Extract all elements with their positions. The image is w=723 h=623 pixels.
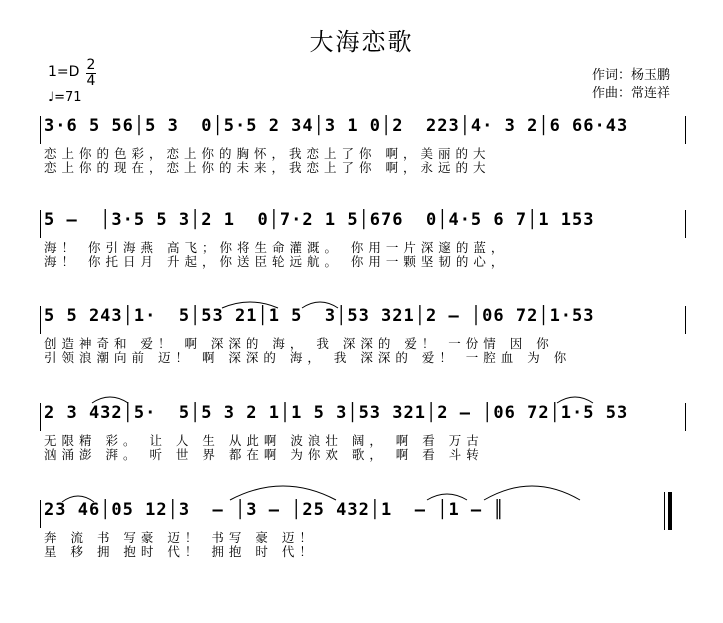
- lyrics-verse-1: 海！ 你引海燕 高飞；你将生命灌溉。 你用一片深邃的蓝，: [44, 240, 509, 255]
- notes-line: 5 — │3·5 5 3│2 1 0│7·2 1 5│676 0│4·5 6 7│1 153: [44, 210, 595, 230]
- final-barline-thin: [664, 492, 665, 530]
- notes-line: 2 3 432│5· 5│5 3 2 1│1 5 3│53 321│2 — │06 72│1·5 53: [44, 403, 629, 423]
- lyrics-verse-1: 恋上你的色彩，恋上你的胸怀，我恋上了你 啊，美丽的大: [44, 146, 491, 161]
- lyrics-verse-2: 引领浪潮向前 迈！ 啊 深深的 海， 我 深深的 爱！ 一腔血 为 你: [44, 350, 572, 365]
- lyrics-verse-1: 创造神奇和 爱！ 啊 深深的 海， 我 深深的 爱！ 一份情 因 你: [44, 336, 554, 351]
- notes-line: 5 5 243│1· 5│53 21│1 5 3│53 321│2 — │06 72│1·53: [44, 306, 595, 326]
- lyricist-credit: 作词：杨玉鹏: [592, 68, 671, 83]
- score-system-1: [0, 116, 723, 176]
- song-title: 大海恋歌: [309, 28, 414, 56]
- lyrics-verse-1: 无限精 彩。 让 人 生 从此啊 波浪壮 阔， 啊 看 万古: [44, 433, 484, 448]
- score-system-2: [0, 210, 723, 270]
- notes-line: 23 46│05 12│3 — │3 — │25 432│1 — │1 — ║: [44, 500, 505, 520]
- score-system-5: [0, 500, 723, 560]
- final-barline-thick: [668, 492, 672, 530]
- time-sig-top: 2: [86, 57, 96, 73]
- lyrics-verse-2: 星 移 拥 抱时 代！ 拥抱 时 代！: [44, 544, 317, 559]
- score-system-3: [0, 306, 723, 366]
- tie-mark: [482, 478, 582, 502]
- composer-credit: 作曲：常连祥: [592, 86, 671, 101]
- tempo-marking: ♩=71: [48, 90, 82, 105]
- lyrics-verse-2: 汹涌澎 湃。 听 世 界 都在啊 为你欢 歌， 啊 看 斗转: [44, 447, 484, 462]
- lyrics-verse-2: 海！ 你托日月 升起，你送臣轮远航。 你用一颗坚韧的心，: [44, 254, 509, 269]
- time-signature: [86, 58, 96, 89]
- lyrics-verse-1: 奔 流 书 写豪 迈！ 书写 豪 迈！: [44, 530, 317, 545]
- notes-line: 3·6 5 56│5 3 0│5·5 2 34│3 1 0│2 223│4· 3 2│6 66·43: [44, 116, 629, 136]
- key-signature: 1=D: [48, 64, 80, 80]
- score-system-4: [0, 403, 723, 463]
- lyrics-verse-2: 恋上你的现在，恋上你的未来，我恋上了你 啊，永远的大: [44, 160, 491, 175]
- tie-mark: [228, 478, 338, 502]
- time-sig-bottom: 4: [86, 73, 96, 89]
